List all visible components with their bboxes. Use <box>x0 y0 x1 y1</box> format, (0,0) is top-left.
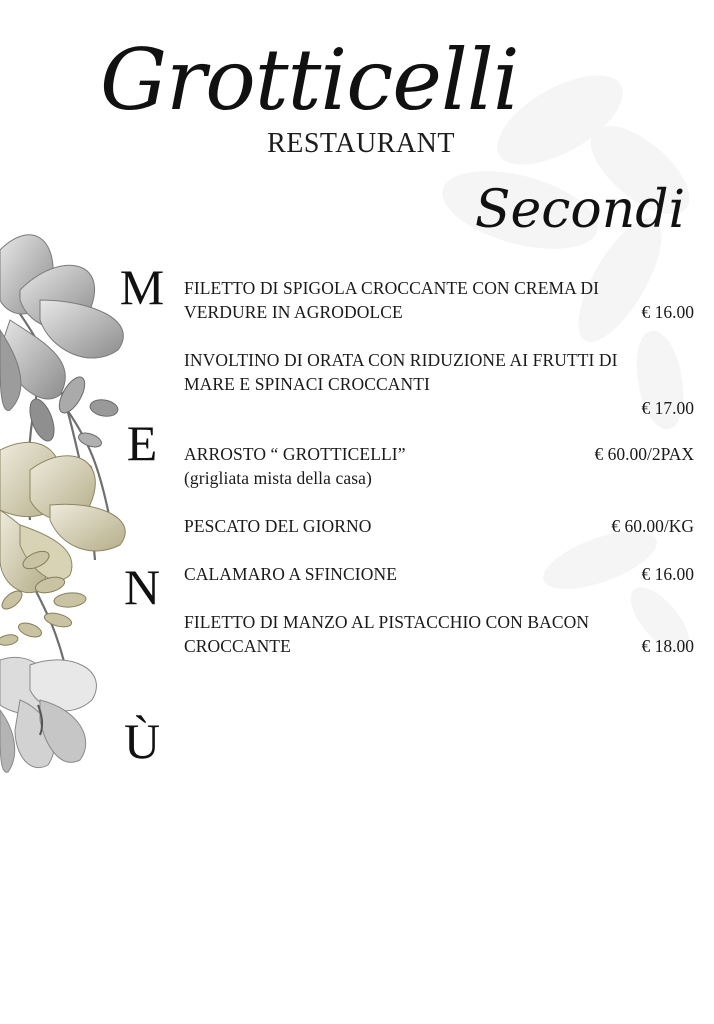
menu-item <box>184 514 694 538</box>
section-title: Secondi <box>474 180 686 240</box>
menu-item-name: PESCATO DEL GIORNO <box>184 516 372 536</box>
menu-item-name-continued: VERDURE IN AGRODOLCE <box>184 302 403 322</box>
menu-item-price: € 60.00/2PAX <box>594 444 694 464</box>
menu-item-name: CALAMARO A SFINCIONE <box>184 564 397 584</box>
restaurant-logo-title: Grotticelli <box>100 31 519 129</box>
menu-item-price: € 16.00 <box>641 302 694 322</box>
menu-item-price: € 60.00/KG <box>611 516 694 536</box>
menu-item-name: ARROSTO “ GROTTICELLI” <box>184 444 406 464</box>
grey-flower-top <box>0 235 123 411</box>
grey-flower-bottom <box>0 657 96 772</box>
menu-item <box>184 348 694 420</box>
menu-item-name: INVOLTINO DI ORATA CON RIDUZIONE AI FRUTTI DI <box>184 350 618 370</box>
menu-item-price: € 17.00 <box>641 398 694 418</box>
menu-letter-u: Ù <box>123 713 161 769</box>
khaki-flower-middle <box>0 442 125 592</box>
menu-item-price: € 18.00 <box>641 636 694 656</box>
menu-letter-e: E <box>126 415 158 471</box>
menu-item <box>184 562 694 586</box>
menu-item-name-continued: CROCCANTE <box>184 636 291 656</box>
menu-item-name: FILETTO DI SPIGOLA CROCCANTE CON CREMA DI <box>184 278 600 298</box>
menu-item-price: € 16.00 <box>641 564 694 584</box>
restaurant-subtitle: RESTAURANT <box>267 128 455 159</box>
menu-item <box>184 610 694 658</box>
menu-letter-m: M <box>119 259 165 315</box>
menu-item-name: FILETTO DI MANZO AL PISTACCHIO CON BACON <box>184 612 590 632</box>
menu-item-name-continued: MARE E SPINACI CROCCANTI <box>184 374 430 394</box>
menu-letter-n: N <box>123 559 161 615</box>
menu-item-description: (grigliata mista della casa) <box>184 468 372 488</box>
menu-item <box>184 276 694 324</box>
menu-item <box>184 442 694 490</box>
